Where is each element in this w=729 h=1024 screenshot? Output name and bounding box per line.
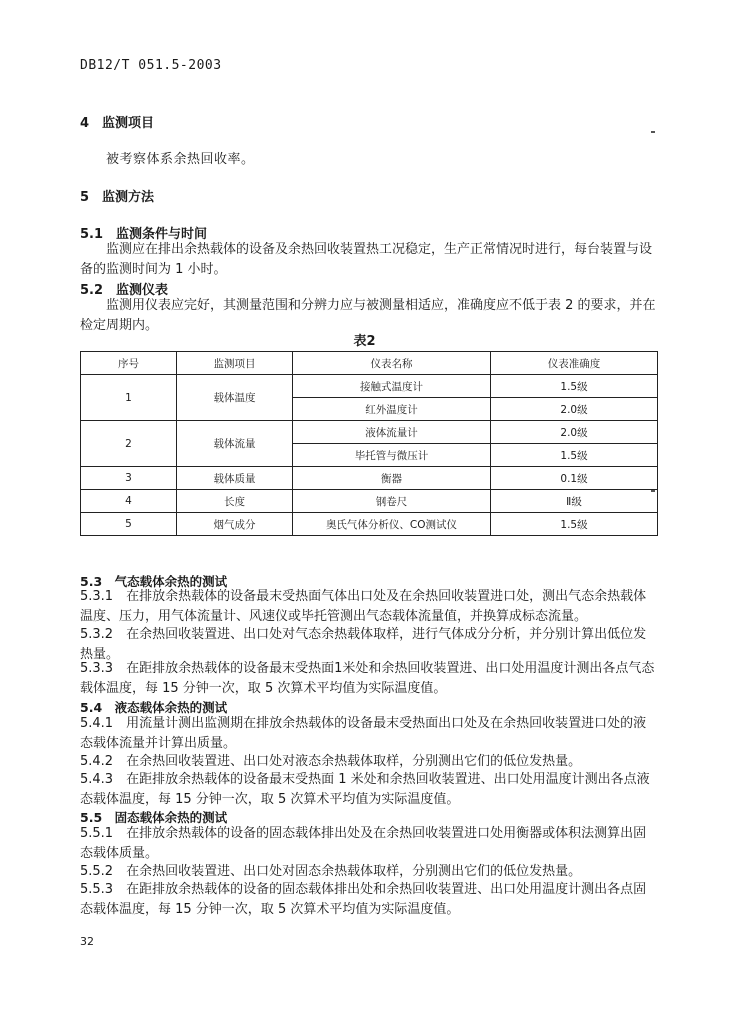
cell-item: 载体质量 [177, 467, 293, 490]
para-5-4-1: 5.4.1 用流量计测出监测期在排放余热载体的设备最末受热面出口处及在余热回收装置进口处的液态载体流量并计算出质量。 [80, 716, 647, 751]
cell-accuracy: 2.0级 [491, 398, 658, 421]
para-5-5-3: 5.5.3 在距排放余热载体的设备的固态载体排出处和余热回收装置进、出口处用温度计测出各点固态载体温度，每 15 分钟一次，取 5 次算术平均值为实际温度值。 [80, 882, 647, 917]
cell-no: 2 [81, 421, 177, 467]
section-5-4-title: 5.4 液态载体余热的测试 [80, 700, 228, 715]
cell-instrument: 奥氏气体分析仪、CO测试仪 [293, 513, 491, 536]
scan-mark [651, 131, 655, 133]
table-row [81, 421, 658, 444]
cell-no: 5 [81, 513, 177, 536]
cell-instrument: 钢卷尺 [293, 490, 491, 513]
section-5-2-text: 监测用仪表应完好，其测量范围和分辨力应与被测量相适应，准确度应不低于表 2 的要求，并在检定周期内。 [80, 298, 656, 333]
cell-no: 1 [81, 375, 177, 421]
table-caption: 表2 [353, 334, 376, 349]
para-5-3-2: 5.3.2 在余热回收装置进、出口处对气态余热载体取样，进行气体成分分析，并分别计算出低位发热量。 [80, 627, 647, 662]
section-4-title: 4 监测项目 [80, 116, 155, 131]
cell-accuracy: 1.5级 [491, 375, 658, 398]
section-5-title: 5 监测方法 [80, 190, 155, 205]
para-5-3-1: 5.3.1 在排放余热载体的设备最末受热面气体出口处及在余热回收装置进口处，测出气态余热载体温度、压力，用气体流量计、风速仪或毕托管测出气态载体流量值，并换算成标态流量。 [80, 589, 647, 624]
cell-accuracy: 1.5级 [491, 444, 658, 467]
section-5-2-title: 5.2 监测仪表 [80, 283, 169, 298]
cell-accuracy: 1.5级 [491, 513, 658, 536]
section-4-text: 被考察体系余热回收率。 [106, 152, 255, 167]
table-row [81, 513, 658, 536]
section-5-5-title: 5.5 固态载体余热的测试 [80, 810, 228, 825]
instrument-table [80, 351, 658, 536]
cell-instrument: 接触式温度计 [293, 375, 491, 398]
para-5-5-1: 5.5.1 在排放余热载体的设备的固态载体排出处及在余热回收装置进口处用衡器或体积法测算出固态载体质量。 [80, 826, 647, 861]
cell-instrument: 毕托管与微压计 [293, 444, 491, 467]
cell-item: 载体流量 [177, 421, 293, 467]
cell-instrument: 液体流量计 [293, 421, 491, 444]
section-5-1-text: 监测应在排出余热载体的设备及余热回收装置热工况稳定，生产正常情况时进行，每台装置与设备的监测时间为 1 小时。 [80, 242, 653, 277]
para-5-3-3: 5.3.3 在距排放余热载体的设备最末受热面1米处和余热回收装置进、出口处用温度计测出各点气态载体温度，每 15 分钟一次，取 5 次算术平均值为实际温度值。 [80, 661, 655, 696]
cell-instrument: 衡器 [293, 467, 491, 490]
cell-accuracy: Ⅱ级 [491, 490, 658, 513]
document-id: DB12/T 051.5-2003 [80, 58, 222, 73]
cell-no: 3 [81, 467, 177, 490]
section-5-1-title: 5.1 监测条件与时间 [80, 227, 208, 242]
table-row [81, 375, 658, 398]
cell-item: 载体温度 [177, 375, 293, 421]
table-header-row [81, 352, 658, 375]
cell-instrument: 红外温度计 [293, 398, 491, 421]
header-no: 序号 [81, 352, 177, 375]
para-5-4-3: 5.4.3 在距排放余热载体的设备最末受热面 1 米处和余热回收装置进、出口处用温度计测出各点液态载体温度，每 15 分钟一次，取 5 次算术平均值为实际温度值。 [80, 772, 650, 807]
table-row [81, 490, 658, 513]
page-number: 32 [80, 935, 94, 948]
cell-item: 烟气成分 [177, 513, 293, 536]
para-5-4-2: 5.4.2 在余热回收装置进、出口处对液态余热载体取样，分别测出它们的低位发热量。 [80, 754, 582, 769]
cell-accuracy: 2.0级 [491, 421, 658, 444]
para-5-5-2: 5.5.2 在余热回收装置进、出口处对固态余热载体取样，分别测出它们的低位发热量。 [80, 864, 582, 879]
header-item: 监测项目 [177, 352, 293, 375]
cell-accuracy: 0.1级 [491, 467, 658, 490]
table-row [81, 467, 658, 490]
cell-item: 长度 [177, 490, 293, 513]
section-5-3-title: 5.3 气态载体余热的测试 [80, 574, 228, 589]
header-instrument: 仪表名称 [293, 352, 491, 375]
header-accuracy: 仪表准确度 [491, 352, 658, 375]
cell-no: 4 [81, 490, 177, 513]
